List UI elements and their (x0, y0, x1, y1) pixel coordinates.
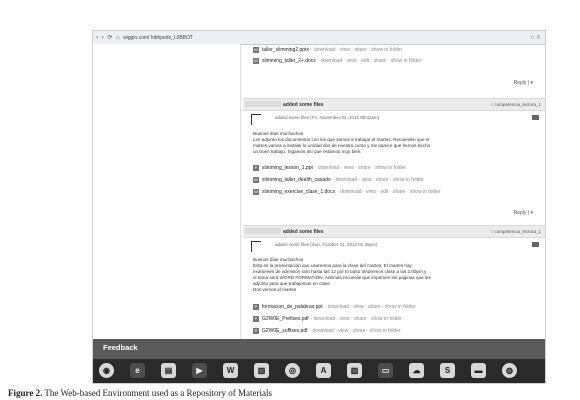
file-name[interactable]: slimming_taller_dealth_casado (262, 177, 331, 183)
message-line: martes vamos a instalar la unidad dos de nuestro curso y me parece que hemos hecho (253, 143, 431, 148)
figure-caption (8, 388, 272, 398)
file-actions[interactable]: · download · view · share · show in folder (332, 177, 424, 183)
photo-viewer-icon[interactable]: ▨ (347, 363, 362, 378)
file-actions[interactable]: · download · view · share · show in folder (314, 165, 407, 171)
media-player-icon[interactable]: ▶ (192, 363, 207, 378)
file-actions[interactable]: · download · view · share · show in folder (324, 304, 416, 310)
file-row (253, 188, 441, 196)
reply-link[interactable]: Reply | ▾ (513, 210, 533, 216)
globe-icon[interactable]: ◍ (502, 363, 517, 378)
reply-link[interactable]: Reply | ▾ (513, 80, 533, 86)
post-author-action: added some files (283, 102, 324, 108)
snipping-icon[interactable]: S (440, 363, 455, 378)
figure-text: The Web-based Environment used as a Repository of Materials (42, 388, 272, 398)
file-row (253, 57, 421, 65)
message-line: adjunto para que trabajemos en clase (253, 281, 330, 286)
file-actions[interactable]: · download · view · share · show in folder (310, 47, 403, 53)
feedback-button[interactable]: Feedback (103, 343, 138, 352)
file-type-icon: W (254, 46, 258, 52)
file-actions[interactable]: · download · view · edit · share · show in folder (317, 58, 422, 64)
message-line: Buenos días muchachos (253, 131, 304, 136)
file-row (253, 327, 401, 335)
file-type-icon: W (254, 188, 258, 194)
group-tag[interactable]: ○ competencia_lectora_1 (490, 229, 541, 234)
picture-icon[interactable]: ▧ (254, 363, 269, 378)
acrobat-icon[interactable]: A (316, 363, 331, 378)
file-name[interactable]: formacion_de_palabras.ppt (262, 304, 323, 310)
file-explorer-icon[interactable]: ▤ (161, 363, 176, 378)
author-name-redacted (245, 228, 281, 234)
file-row (253, 315, 402, 323)
file-type-icon: P (254, 303, 258, 309)
internet-explorer-icon[interactable]: e (130, 363, 145, 378)
file-row (253, 46, 402, 54)
message-line: un buen trabajo. Sigamos así que estamos muy bien. (253, 149, 362, 154)
group-name[interactable]: competencia_lectora_1 (494, 229, 541, 234)
browser-nav-icons[interactable]: ‹ › ⟳ ⌂ (96, 35, 121, 41)
file-type-icon: P (254, 315, 258, 321)
file-row (253, 164, 406, 172)
file-row (253, 176, 424, 184)
message-icon[interactable] (532, 242, 539, 247)
message-line: el tema será WORD FORMATION. Además recuerde que imprimen las páginas que les (253, 275, 431, 280)
avatar (251, 241, 261, 252)
file-actions[interactable]: · download · view · edit · share · show in folder (337, 189, 441, 195)
file-row (253, 303, 416, 311)
word-icon[interactable]: W (223, 363, 238, 378)
chrome-icon[interactable]: ◎ (285, 363, 300, 378)
post-header (243, 225, 545, 238)
author-name-redacted (245, 101, 281, 107)
address-url[interactable]: wiggio.com/ hibhpeds_L0BBOT (123, 35, 194, 41)
feedback-bar (93, 339, 545, 359)
post-meta: added some files (Sun, October 21, 2012 01:36pm) (275, 242, 378, 247)
file-name[interactable]: G2W0E_suffixes.pdf (262, 328, 308, 334)
file-actions[interactable]: · download · view · share · show in folder (309, 328, 401, 334)
message-line: Les adjunto los documentos con los que vamos a trabajar el martes. Recuerden que el (253, 137, 430, 142)
activity-feed (243, 44, 545, 339)
post-message (253, 257, 483, 293)
bookmark-star-icon[interactable]: ☆ ≡ (529, 35, 540, 41)
file-type-icon: W (254, 57, 258, 63)
screenshot-frame (92, 30, 546, 384)
file-type-icon: P (254, 164, 258, 170)
windows-taskbar (93, 339, 545, 383)
file-name[interactable]: slimming_exercise_clase_1.docx (262, 189, 336, 195)
message-line: exámenes de admisión solo hasta las 12 por lo tanto tendremos clase a las 2.00pm y (253, 269, 427, 274)
avatar (251, 114, 261, 125)
left-pane (93, 44, 241, 339)
file-name[interactable]: slimming_lesson_1.ppt (262, 165, 313, 171)
message-line: Nos vemos el martes (253, 287, 297, 292)
taskbar-icons (93, 361, 545, 381)
message-line: Esta es la presentación que usaremos para la clase del martes. El martes hay (253, 263, 412, 268)
cloud-icon[interactable]: ☁ (409, 363, 424, 378)
window-icon[interactable]: ▭ (378, 363, 393, 378)
figure-label: Figure 2. (8, 388, 43, 398)
file-name[interactable]: taller_slimming2.pptx (262, 47, 309, 53)
folder-icon[interactable]: ▬ (471, 363, 486, 378)
post-meta: added some files (Fri, November 02, 2012 09:02am) (275, 115, 380, 120)
message-line: Buenos días muchachos (253, 257, 304, 262)
message-icon[interactable] (532, 115, 539, 120)
browser-address-bar (93, 31, 545, 45)
group-tag[interactable]: ○ competencia_lectora_1 (490, 102, 541, 107)
post-author-action: added some files (283, 229, 324, 235)
group-name[interactable]: competencia_lectora_1 (494, 102, 541, 107)
file-type-icon: P (254, 327, 258, 333)
file-name[interactable]: slimming_taller_2+.docx (262, 58, 316, 64)
post-header (243, 98, 545, 111)
post-message (253, 131, 483, 155)
file-type-icon: W (254, 176, 258, 182)
start-orb-icon[interactable]: ◉ (99, 363, 114, 378)
file-actions[interactable]: · download · view · share · show in folder (310, 316, 402, 322)
file-name[interactable]: G2W0E_Prefixes.pdf (262, 316, 309, 322)
